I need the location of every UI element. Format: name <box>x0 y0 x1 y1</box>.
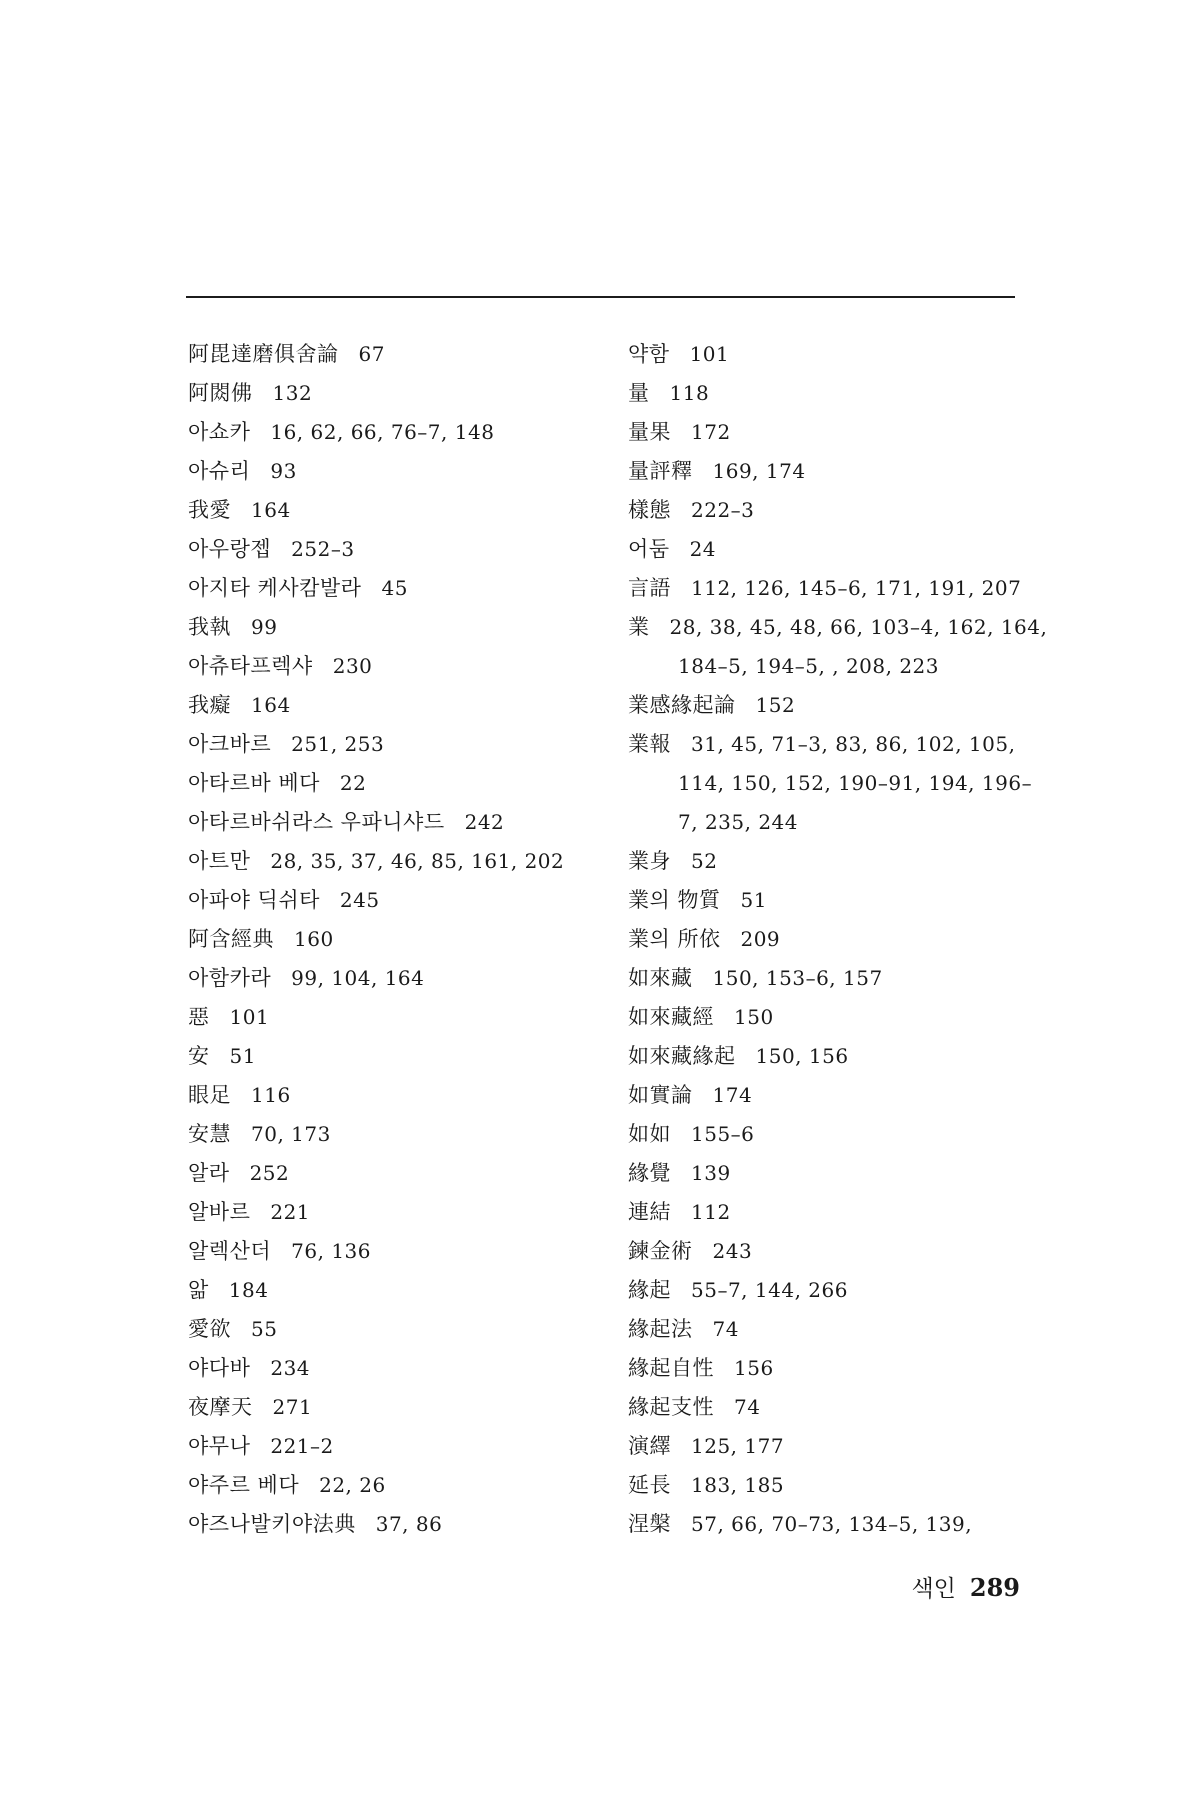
index-entry <box>628 998 1048 1037</box>
index-page-refs: 150, 153–6, 157 <box>712 966 883 990</box>
index-page-refs: 169, 174 <box>712 459 806 483</box>
index-entry <box>188 1193 648 1232</box>
index-page-refs: 112 <box>691 1200 731 1224</box>
index-entry <box>188 647 648 686</box>
index-term: 連結 <box>628 1200 671 1224</box>
index-entry <box>628 1310 1048 1349</box>
index-term: 我癡 <box>188 693 231 717</box>
index-entry <box>188 1037 648 1076</box>
index-page-refs: 55 <box>251 1317 278 1341</box>
index-page-refs: 101 <box>689 342 730 366</box>
index-page-refs: 31, 45, 71–3, 83, 86, 102, 105, <box>691 732 1016 756</box>
index-entry <box>188 1076 648 1115</box>
page-footer <box>911 1570 1020 1603</box>
index-term: 緣覺 <box>628 1161 671 1185</box>
index-column-left <box>188 335 648 1544</box>
index-entry <box>628 920 1048 959</box>
index-entry <box>628 530 1048 569</box>
index-term: 아파야 딕쉬타 <box>188 888 320 912</box>
index-page-refs: 22 <box>339 771 367 795</box>
index-page-refs: 184 <box>228 1278 269 1302</box>
index-entry-continuation <box>628 764 1048 803</box>
index-term: 樣態 <box>628 498 671 522</box>
index-entry <box>188 1271 648 1310</box>
index-page-refs: 150 <box>734 1005 774 1029</box>
index-entry <box>188 491 648 530</box>
index-entry <box>188 452 648 491</box>
index-page-refs: 230 <box>332 654 373 678</box>
index-term: 앎 <box>188 1278 209 1302</box>
index-page-refs: 156 <box>734 1356 774 1380</box>
index-entry <box>628 608 1048 647</box>
index-page-refs: 132 <box>272 381 313 405</box>
index-term: 야무나 <box>188 1434 251 1458</box>
index-term: 阿毘達磨俱舍論 <box>188 342 339 366</box>
index-page-refs: 271 <box>272 1395 313 1419</box>
index-term: 야즈나발키야法典 <box>188 1512 356 1536</box>
index-term: 알라 <box>188 1161 230 1185</box>
index-term: 아쇼카 <box>188 420 251 444</box>
index-page-refs: 74 <box>712 1317 739 1341</box>
index-page-refs: 252 <box>249 1161 290 1185</box>
index-entry <box>628 842 1048 881</box>
index-entry <box>188 1427 648 1466</box>
index-entry <box>628 1466 1048 1505</box>
index-page-refs: 76, 136 <box>291 1239 371 1263</box>
index-entry <box>628 374 1048 413</box>
index-page-refs: 243 <box>712 1239 753 1263</box>
index-page-refs: 67 <box>358 342 385 366</box>
index-page-refs: 164 <box>251 693 291 717</box>
index-page-refs: 112, 126, 145–6, 171, 191, 207 <box>691 576 1022 600</box>
index-term: 緣起自性 <box>628 1356 714 1380</box>
index-term: 야다바 <box>188 1356 251 1380</box>
index-entry <box>628 1154 1048 1193</box>
index-term: 如來藏緣起 <box>628 1044 736 1068</box>
index-page-refs: 51 <box>229 1044 256 1068</box>
index-entry <box>188 998 648 1037</box>
index-term: 아우랑젭 <box>188 537 272 561</box>
index-term: 安 <box>188 1044 210 1068</box>
index-entry-continuation <box>628 803 1048 842</box>
index-entry <box>628 413 1048 452</box>
index-page-refs: 209 <box>740 927 781 951</box>
index-term: 鍊金術 <box>628 1239 693 1263</box>
index-entry <box>188 920 648 959</box>
footer-page-number: 289 <box>969 1573 1020 1602</box>
index-term: 如來藏經 <box>628 1005 714 1029</box>
index-page-refs: 118 <box>669 381 710 405</box>
header-rule <box>186 296 1015 298</box>
index-page-refs: 16, 62, 66, 76–7, 148 <box>270 420 495 444</box>
index-page-refs: 37, 86 <box>375 1512 443 1536</box>
index-page-refs: 125, 177 <box>691 1434 785 1458</box>
index-entry <box>188 764 648 803</box>
index-page-refs: 24 <box>689 537 717 561</box>
index-term: 量評釋 <box>628 459 693 483</box>
index-page-refs: 74 <box>734 1395 761 1419</box>
index-entry <box>628 959 1048 998</box>
index-page-refs: 114, 150, 152, 190–91, 194, 196– <box>678 771 1033 795</box>
index-column-right <box>628 335 1048 1544</box>
index-page-refs: 252–3 <box>291 537 355 561</box>
footer-section-label: 색인 <box>911 1576 956 1602</box>
index-entry <box>628 1349 1048 1388</box>
index-entry <box>628 335 1048 374</box>
index-page-refs: 101 <box>229 1005 270 1029</box>
index-entry <box>188 569 648 608</box>
index-entry <box>188 881 648 920</box>
index-entry <box>628 452 1048 491</box>
index-page-refs: 183, 185 <box>691 1473 785 1497</box>
index-term: 我愛 <box>188 498 231 522</box>
index-page-refs: 22, 26 <box>319 1473 386 1497</box>
index-term: 涅槃 <box>628 1512 671 1536</box>
index-page-refs: 51 <box>740 888 767 912</box>
index-page-refs: 184–5, 194–5, , 208, 223 <box>678 654 940 678</box>
index-term: 如來藏 <box>628 966 693 990</box>
index-entry <box>188 1115 648 1154</box>
index-entry <box>188 374 648 413</box>
index-page-refs: 172 <box>691 420 731 444</box>
index-term: 알바르 <box>188 1200 251 1224</box>
index-entry <box>188 1232 648 1271</box>
index-term: 惡 <box>188 1005 210 1029</box>
index-entry-continuation <box>628 647 1048 686</box>
index-term: 아크바르 <box>188 732 272 756</box>
index-term: 阿閦佛 <box>188 381 253 405</box>
index-term: 아슈리 <box>188 459 251 483</box>
index-page-refs: 164 <box>251 498 291 522</box>
index-term: 量果 <box>628 420 671 444</box>
index-term: 緣起支性 <box>628 1395 714 1419</box>
index-page-refs: 28, 38, 45, 48, 66, 103–4, 162, 164, <box>669 615 1048 639</box>
index-entry <box>628 1232 1048 1271</box>
index-term: 아타르바 베다 <box>188 771 320 795</box>
index-term: 業身 <box>628 849 671 873</box>
index-page-refs: 57, 66, 70–73, 134–5, 139, <box>691 1512 973 1536</box>
index-term: 아타르바쉬라스 우파니샤드 <box>188 810 445 834</box>
index-entry <box>188 686 648 725</box>
index-term: 緣起法 <box>628 1317 693 1341</box>
index-entry <box>628 1271 1048 1310</box>
index-term: 夜摩天 <box>188 1395 253 1419</box>
index-term: 如實論 <box>628 1083 693 1107</box>
index-page-refs: 93 <box>270 459 297 483</box>
index-entry <box>188 842 648 881</box>
index-page-refs: 251, 253 <box>291 732 385 756</box>
index-entry <box>628 1115 1048 1154</box>
index-entry <box>628 1037 1048 1076</box>
index-term: 業의 所依 <box>628 927 721 951</box>
index-term: 緣起 <box>628 1278 671 1302</box>
index-term: 아츄타프렉샤 <box>188 654 313 678</box>
index-page-refs: 139 <box>691 1161 731 1185</box>
index-page-refs: 28, 35, 37, 46, 85, 161, 202 <box>270 849 565 873</box>
index-page-refs: 99, 104, 164 <box>291 966 425 990</box>
index-entry <box>628 1505 1048 1544</box>
index-entry <box>188 1388 648 1427</box>
index-term: 眼足 <box>188 1083 231 1107</box>
index-entry <box>628 725 1048 764</box>
index-entry <box>188 413 648 452</box>
index-term: 阿含經典 <box>188 927 274 951</box>
index-entry <box>628 1193 1048 1232</box>
index-term: 言語 <box>628 576 671 600</box>
index-term: 어둠 <box>628 537 670 561</box>
index-page-refs: 174 <box>712 1083 753 1107</box>
index-page-refs: 221–2 <box>270 1434 334 1458</box>
index-term: 아함카라 <box>188 966 272 990</box>
index-page-refs: 55–7, 144, 266 <box>691 1278 848 1302</box>
index-term: 延長 <box>628 1473 671 1497</box>
index-term: 아트만 <box>188 849 251 873</box>
index-page-refs: 222–3 <box>691 498 755 522</box>
index-entry <box>188 1505 648 1544</box>
index-page-refs: 245 <box>339 888 380 912</box>
index-page-refs: 99 <box>251 615 278 639</box>
index-term: 야주르 베다 <box>188 1473 300 1497</box>
index-term: 약함 <box>628 342 670 366</box>
index-page-refs: 221 <box>270 1200 311 1224</box>
index-term: 業報 <box>628 732 671 756</box>
index-term: 如如 <box>628 1122 671 1146</box>
index-entry <box>188 1154 648 1193</box>
index-page-refs: 116 <box>251 1083 291 1107</box>
index-page-refs: 70, 173 <box>251 1122 331 1146</box>
index-term: 愛欲 <box>188 1317 231 1341</box>
index-page-refs: 234 <box>270 1356 311 1380</box>
index-page-refs: 152 <box>755 693 796 717</box>
index-page-refs: 45 <box>381 576 408 600</box>
index-page-refs: 52 <box>691 849 718 873</box>
index-term: 我執 <box>188 615 231 639</box>
index-entry <box>628 686 1048 725</box>
index-term: 아지타 케사캄발라 <box>188 576 362 600</box>
index-page-refs: 150, 156 <box>755 1044 849 1068</box>
index-page-refs: 242 <box>464 810 505 834</box>
index-term: 量 <box>628 381 650 405</box>
index-term: 業感緣起論 <box>628 693 736 717</box>
index-entry <box>188 530 648 569</box>
index-entry <box>188 959 648 998</box>
index-entry <box>188 1349 648 1388</box>
index-entry <box>628 1076 1048 1115</box>
index-page-refs: 155–6 <box>691 1122 755 1146</box>
index-entry <box>628 569 1048 608</box>
index-entry <box>188 335 648 374</box>
index-page-refs: 160 <box>294 927 334 951</box>
index-entry <box>188 803 648 842</box>
index-term: 演繹 <box>628 1434 671 1458</box>
index-entry <box>628 491 1048 530</box>
index-term: 알렉산더 <box>188 1239 272 1263</box>
index-term: 安慧 <box>188 1122 231 1146</box>
index-entry <box>628 1427 1048 1466</box>
index-page-refs: 7, 235, 244 <box>678 810 799 834</box>
index-term: 業 <box>628 615 650 639</box>
index-entry <box>188 608 648 647</box>
index-term: 業의 物質 <box>628 888 721 912</box>
index-entry <box>188 1466 648 1505</box>
index-entry <box>188 1310 648 1349</box>
index-entry <box>628 1388 1048 1427</box>
index-entry <box>188 725 648 764</box>
index-entry <box>628 881 1048 920</box>
